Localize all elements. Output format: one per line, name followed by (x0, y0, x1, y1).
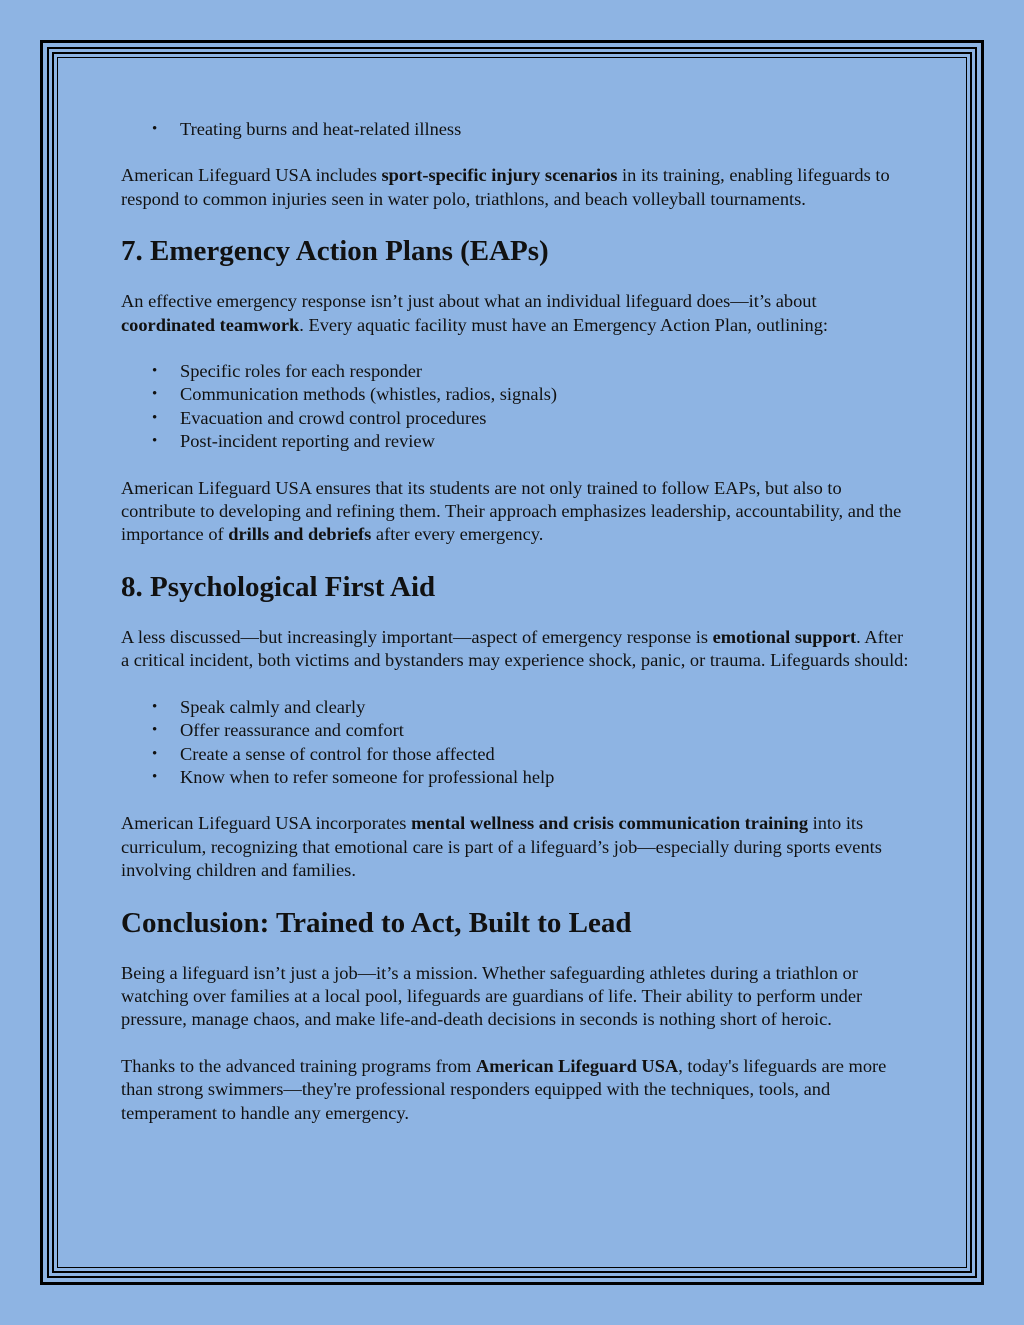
paragraph-eaps-intro (121, 290, 911, 337)
list-item: • Evacuation and crowd control procedures (180, 407, 911, 430)
bold-text: coordinated teamwork (121, 314, 300, 335)
list-item: • Offer reassurance and comfort (180, 719, 911, 742)
paragraph-sport-specific (121, 164, 911, 211)
list-item: • Post-incident reporting and review (180, 430, 911, 453)
list-item: • Specific roles for each responder (180, 360, 911, 383)
heading-eaps: 7. Emergency Action Plans (EAPs) (121, 235, 549, 268)
text-run: after every emergency. (371, 524, 544, 545)
paragraph-pfa-intro (121, 626, 911, 673)
text-run: . After a critical incident, both victims and bystanders may experience shock, panic, or trauma. Lifeguards should: (121, 626, 909, 671)
paragraph-conclusion-thanks (121, 1055, 911, 1125)
text-run: in its training, enabling lifeguards to respond to common injuries seen in water polo, triathlons, and beach volleyball tournaments. (121, 165, 890, 209)
paragraph-conclusion-mission: Being a lifeguard isn’t just a job—it’s a mission. Whether safeguarding athletes during a triathlon or watching over families at a local pool, lifeguards are guardians of life. Their ability to perform under pressure, manage chaos, and make life-and-death decisions in seconds is nothing short of heroic. (121, 962, 863, 1030)
text-run: An effective emergency response isn’t just about what an individual lifeguard does—it’s about (121, 291, 817, 312)
paragraph-mental-wellness (121, 812, 911, 882)
list-item: • Communication methods (whistles, radios, signals) (180, 383, 911, 406)
bold-text: sport-specific injury scenarios (381, 165, 618, 186)
bold-text: emotional support (712, 626, 857, 647)
paragraph-eaps-training (121, 477, 911, 547)
text-run: . Every aquatic facility must have an Emergency Action Plan, outlining: (299, 314, 829, 335)
heading-conclusion: Conclusion: Trained to Act, Built to Lead (121, 906, 632, 939)
bullet-list-pfa (121, 696, 911, 790)
bullet-list-top (121, 118, 911, 141)
text-run: , today's lifeguards are more than strong swimmers—they're professional responders equipped with the techniques, tools, and temperament to handle any emergency. (121, 1055, 887, 1123)
document-body (121, 118, 911, 1148)
list-item: • Speak calmly and clearly (180, 696, 911, 719)
bullet-list-eaps (121, 360, 911, 454)
text-run: American Lifeguard USA incorporates (121, 813, 412, 834)
list-item: • Create a sense of control for those affected (180, 743, 911, 766)
text-run: Thanks to the advanced training programs from (121, 1055, 476, 1076)
text-run: American Lifeguard USA ensures that its students are not only trained to follow EAPs, but also to contribute to developing and refining them. Their approach emphasizes leadership, accountability, and the importance of (121, 477, 902, 545)
text-run: A less discussed—but increasingly important—aspect of emergency response is (121, 626, 713, 647)
list-item: • Treating burns and heat-related illness (180, 118, 911, 141)
bold-text: American Lifeguard USA (475, 1055, 679, 1076)
bold-text: drills and debriefs (228, 524, 372, 545)
bold-text: mental wellness and crisis communication training (411, 813, 809, 834)
text-run: into its curriculum, recognizing that emotional care is part of a lifeguard’s job—especially during sports events involving children and families. (121, 813, 882, 881)
text-run: American Lifeguard USA includes (121, 165, 382, 186)
heading-psychological-first-aid: 8. Psychological First Aid (121, 570, 436, 603)
list-item: • Know when to refer someone for professional help (180, 766, 911, 789)
